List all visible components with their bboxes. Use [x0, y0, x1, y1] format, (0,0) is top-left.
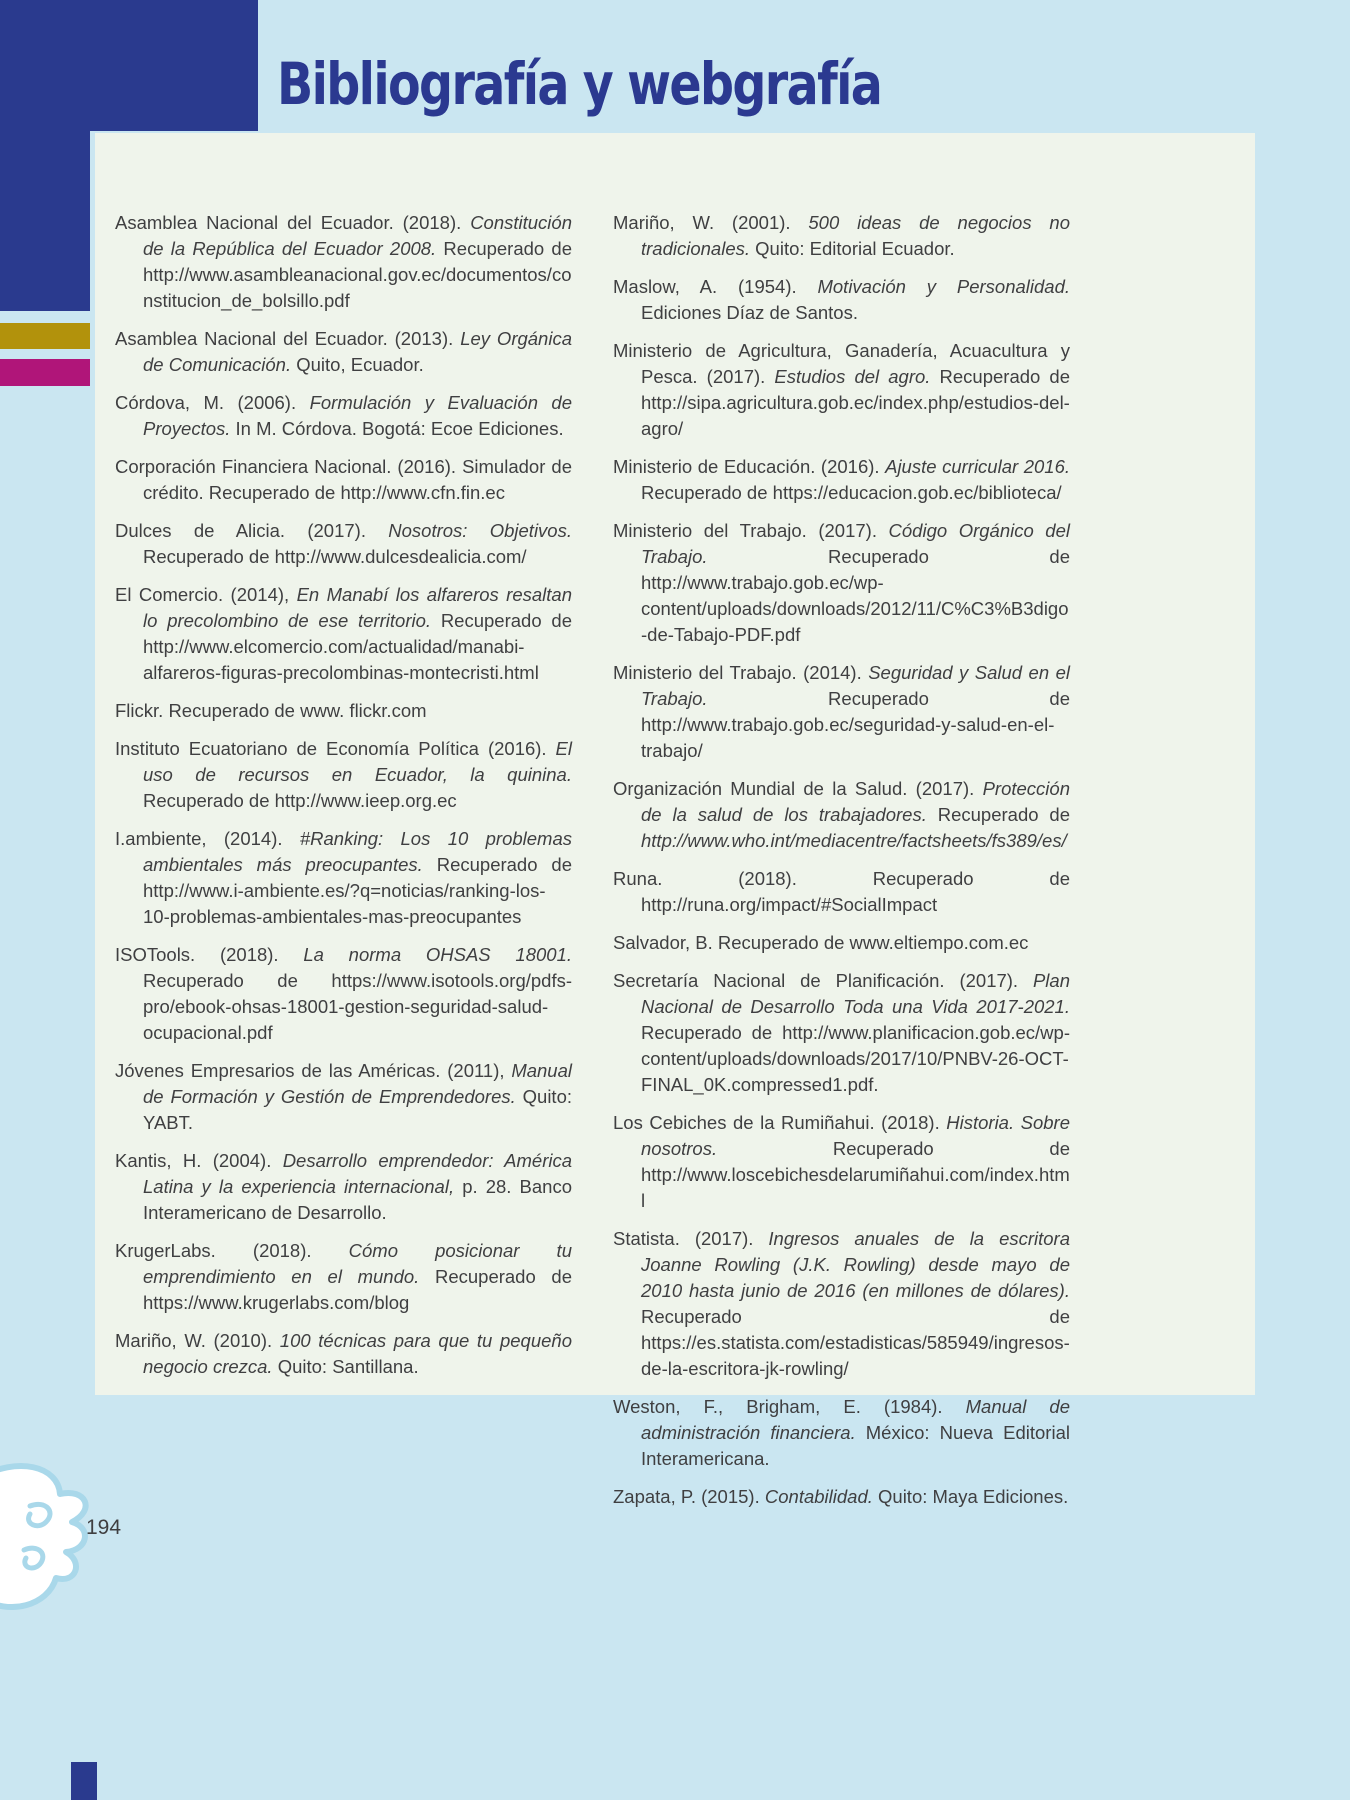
corner-blue-square	[71, 1762, 97, 1800]
reference-text: Secretaría Nacional de Planificación. (2017).	[613, 970, 1033, 991]
reference-text: Recuperado de https://www.krugerlabs.com/blog	[143, 1266, 572, 1313]
reference-title-text: 100 técnicas para que tu pequeño negocio crezca.	[143, 1330, 572, 1377]
reference-text: In M. Córdova. Bogotá: Ecoe Ediciones.	[230, 418, 564, 439]
reference-text: Asamblea Nacional del Ecuador. (2013).	[115, 328, 461, 349]
reference-entry	[115, 1148, 572, 1226]
reference-title-text: #Ranking: Los 10 problemas ambientales más preocupantes.	[143, 828, 573, 875]
reference-entry	[115, 942, 572, 1046]
reference-entry	[115, 698, 572, 724]
reference-entry	[613, 454, 1070, 506]
reference-text: Statista. (2017).	[613, 1228, 769, 1249]
reference-entry	[613, 1110, 1070, 1214]
reference-title-text: Plan Nacional de Desarrollo Toda una Vida 2017-2021.	[641, 970, 1070, 1017]
reference-entry	[115, 1328, 572, 1380]
reference-title-text: Ingresos anuales de la escritora Joanne Rowling (J.K. Rowling) desde mayo de 2010 hasta junio de 2016 (en millones de dólares).	[641, 1228, 1071, 1301]
reference-entry	[613, 968, 1070, 1098]
reference-title-text: Formulación y Evaluación de Proyectos.	[143, 392, 572, 439]
reference-text: Recuperado de http://www.elcomercio.com/actualidad/manabi-alfareros-figuras-precolombinas-montecristi.html	[143, 610, 572, 683]
reference-title-text: La norma OHSAS 18001.	[303, 944, 572, 965]
reference-entry	[613, 660, 1070, 764]
reference-title-text: Cómo posicionar tu emprendimiento en el mundo.	[143, 1240, 572, 1287]
reference-text: Ministerio de Educación. (2016).	[613, 456, 886, 477]
reference-title-text: http://www.who.int/mediacentre/factsheets/fs389/es/	[641, 830, 1067, 851]
reference-title-text: En Manabí los alfareros resaltan lo precolombino de ese territorio.	[143, 584, 572, 631]
reference-text: Runa. (2018). Recuperado de http://runa.org/impact/#SocialImpact	[613, 868, 1070, 915]
reference-text: Los Cebiches de la Rumiñahui. (2018).	[613, 1112, 947, 1133]
page-number: 194	[86, 1516, 122, 1539]
reference-text: Organización Mundial de la Salud. (2017).	[613, 778, 983, 799]
page-title: Bibliografía y webgrafía	[277, 50, 882, 118]
references-column-left	[115, 210, 572, 1392]
left-blue-bar	[0, 0, 90, 311]
reference-title-text: Motivación y Personalidad.	[817, 276, 1071, 297]
reference-entry	[613, 1226, 1070, 1382]
reference-text: Córdova, M. (2006).	[115, 392, 310, 413]
reference-title-text: Seguridad y Salud en el Trabajo.	[641, 662, 1070, 709]
reference-text: Quito: YABT.	[143, 1086, 572, 1133]
reference-title-text: Contabilidad.	[764, 1486, 873, 1507]
reference-entry	[115, 582, 572, 686]
reference-entry	[115, 210, 572, 314]
reference-text: Flickr. Recuperado de www. flickr.com	[115, 700, 427, 721]
reference-text: Recuperado de https://educacion.gob.ec/biblioteca/	[641, 482, 1062, 503]
reference-text: Recuperado de http://www.trabajo.gob.ec/seguridad-y-salud-en-el-trabajo/	[641, 688, 1070, 761]
reference-text: Recuperado de http://www.asambleanacional.gov.ec/documentos/constitucion_de_bolsillo.pdf	[143, 238, 572, 311]
reference-entry	[115, 736, 572, 814]
reference-text: Quito: Editorial Ecuador.	[750, 238, 955, 259]
reference-text: Recuperado de https://es.statista.com/estadisticas/585949/ingresos-de-la-escritora-jk-rowling/	[641, 1306, 1070, 1379]
reference-text: Recuperado de http://www.loscebichesdelarumiñahui.com/index.html	[641, 1138, 1070, 1211]
reference-text: p. 28. Banco Interamericano de Desarrollo.	[143, 1176, 572, 1223]
reference-text: El Comercio. (2014),	[115, 584, 297, 605]
reference-title-text: Código Orgánico del Trabajo.	[641, 520, 1070, 567]
reference-text: Recuperado de https://www.isotools.org/pdfs-pro/ebook-ohsas-18001-gestion-seguridad-salud-ocupacional.pdf	[143, 970, 572, 1043]
reference-title-text: Manual de Formación y Gestión de Emprendedores.	[143, 1060, 572, 1107]
reference-text: Recuperado de http://www.ieep.org.ec	[143, 790, 457, 811]
reference-text: Quito: Maya Ediciones.	[872, 1486, 1069, 1507]
reference-text: Asamblea Nacional del Ecuador. (2018).	[115, 212, 471, 233]
reference-entry	[115, 518, 572, 570]
reference-text: ISOTools. (2018).	[115, 944, 304, 965]
reference-text: Salvador, B. Recuperado de www.eltiempo.com.ec	[613, 932, 1029, 953]
reference-text: Zapata, P. (2015).	[613, 1486, 765, 1507]
reference-text: Ministerio de Agricultura, Ganadería, Acuacultura y Pesca. (2017).	[613, 340, 1070, 387]
reference-entry	[613, 338, 1070, 442]
reference-text: Mariño, W. (2010).	[115, 1330, 280, 1351]
reference-title-text: 500 ideas de negocios no tradicionales.	[641, 212, 1070, 259]
reference-text: Recuperado de	[926, 804, 1070, 825]
reference-title-text: El uso de recursos en Ecuador, la quinina.	[143, 738, 572, 785]
reference-text: Weston, F., Brigham, E. (1984).	[613, 1396, 966, 1417]
reference-text: Instituto Ecuatoriano de Economía Política (2016).	[115, 738, 556, 759]
references-column-right	[613, 210, 1070, 1522]
reference-entry	[115, 1058, 572, 1136]
reference-entry	[613, 1394, 1070, 1472]
reference-text: Recuperado de http://www.dulcesdealicia.com/	[143, 546, 527, 567]
reference-entry	[115, 390, 572, 442]
reference-text: Ministerio del Trabajo. (2017).	[613, 520, 889, 541]
reference-entry	[613, 518, 1070, 648]
reference-text: Kantis, H. (2004).	[115, 1150, 283, 1171]
reference-text: México: Nueva Editorial Interamericana.	[641, 1422, 1070, 1469]
reference-title-text: Estudios del agro.	[774, 366, 931, 387]
reference-title-text: Manual de administración financiera.	[641, 1396, 1070, 1443]
reference-text: Corporación Financiera Nacional. (2016). Simulador de crédito. Recuperado de http://www.cfn.fin.ec	[115, 456, 572, 503]
reference-title-text: Desarrollo emprendedor: América Latina y la experiencia internacional,	[143, 1150, 573, 1197]
magenta-accent-bar	[0, 359, 90, 386]
reference-title-text: Ajuste curricular 2016.	[885, 456, 1070, 477]
gold-accent-bar	[0, 323, 90, 349]
reference-text: Jóvenes Empresarios de las Américas. (2011),	[115, 1060, 512, 1081]
reference-text: Recuperado de http://www.trabajo.gob.ec/wp-content/uploads/downloads/2012/11/C%C3%B3digo-de-Tabajo-PDF.pdf	[641, 546, 1070, 645]
reference-title-text: Nosotros: Objetivos.	[388, 520, 572, 541]
reference-entry	[115, 326, 572, 378]
reference-title-text: Historia. Sobre nosotros.	[641, 1112, 1071, 1159]
reference-entry	[613, 776, 1070, 854]
reference-entry	[613, 274, 1070, 326]
content-panel	[95, 133, 1255, 1507]
reference-title-text: Ley Orgánica de Comunicación.	[143, 328, 572, 375]
reference-text: Recuperado de http://www.i-ambiente.es/?q=noticias/ranking-los-10-problemas-ambientales-mas-preocupantes	[143, 854, 573, 927]
reference-entry	[613, 210, 1070, 262]
reference-text: Mariño, W. (2001).	[613, 212, 809, 233]
reference-entry	[613, 1484, 1070, 1510]
reference-entry	[115, 454, 572, 506]
reference-text: Quito, Ecuador.	[291, 354, 424, 375]
reference-text: I.ambiente, (2014).	[115, 828, 300, 849]
reference-entry	[115, 826, 572, 930]
reference-text: KrugerLabs. (2018).	[115, 1240, 349, 1261]
reference-entry	[613, 866, 1070, 918]
reference-text: Maslow, A. (1954).	[613, 276, 818, 297]
reference-text: Recuperado de http://www.planificacion.gob.ec/wp-content/uploads/downloads/2017/10/PNBV-26-OCT-FINAL_0K.compressed1.pdf.	[641, 1022, 1070, 1095]
reference-text: Recuperado de http://sipa.agricultura.gob.ec/index.php/estudios-del-agro/	[641, 366, 1071, 439]
reference-entry	[115, 1238, 572, 1316]
reference-text: Dulces de Alicia. (2017).	[115, 520, 389, 541]
reference-text: Ediciones Díaz de Santos.	[641, 302, 858, 323]
reference-entry	[613, 930, 1070, 956]
reference-title-text: Constitución de la República del Ecuador 2008.	[143, 212, 572, 259]
reference-title-text: Protección de la salud de los trabajadores.	[641, 778, 1070, 825]
reference-text: Quito: Santillana.	[272, 1356, 419, 1377]
reference-text: Ministerio del Trabajo. (2014).	[613, 662, 869, 683]
hand-illustration-icon	[0, 1436, 96, 1628]
